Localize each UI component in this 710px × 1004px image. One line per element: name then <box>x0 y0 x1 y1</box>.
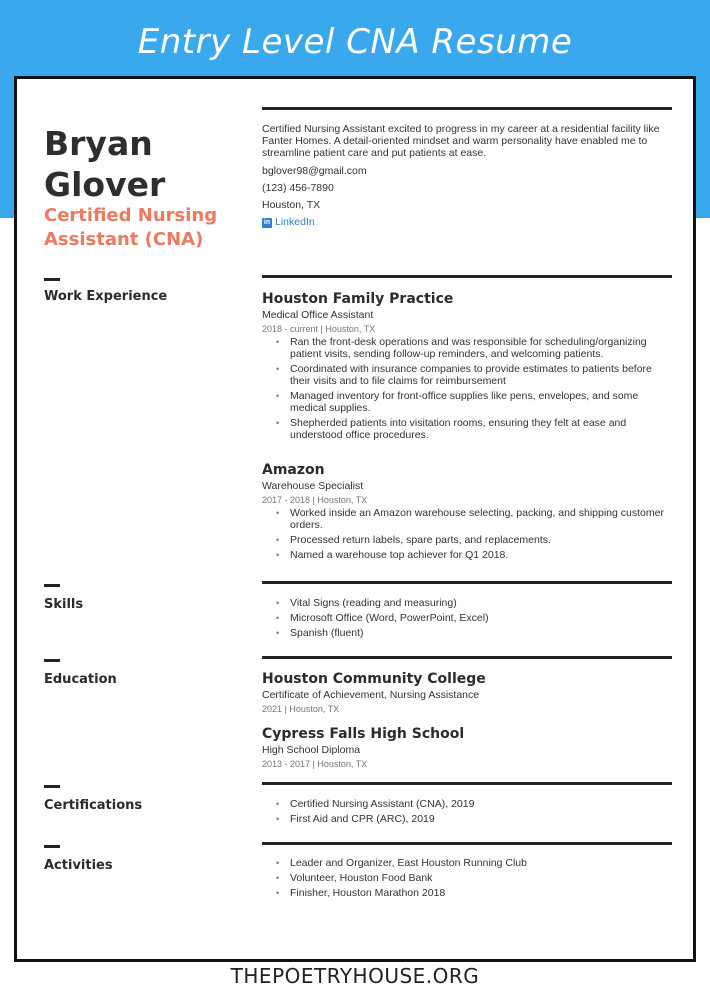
job-role: Warehouse Specialist <box>262 480 364 492</box>
job-role: Medical Office Assistant <box>262 309 374 321</box>
education-meta: 2013 - 2017 | Houston, TX <box>262 759 368 769</box>
skill-item: • Spanish (fluent) <box>276 627 674 639</box>
certifications-block <box>262 798 674 828</box>
job-bullet: • Worked inside an Amazon warehouse selecting, packing, and shipping customer orders. <box>276 507 674 531</box>
skills-block <box>262 597 674 642</box>
certifications-section-label: Certifications <box>44 798 143 813</box>
summary-text: Certified Nursing Assistant excited to progress in my career at a residential facility like Fanter Homes. A detail-oriented mindset and warm personality have enabled me to streamline patient care and put patients at ease. <box>262 123 660 159</box>
skill-item: • Vital Signs (reading and measuring) <box>276 597 674 609</box>
job-bullet: • Named a warehouse top achiever for Q1 2018. <box>276 549 674 561</box>
skills-list <box>276 597 674 639</box>
skill-item: • Microsoft Office (Word, PowerPoint, Excel) <box>276 612 674 624</box>
work-section-tick <box>44 278 60 281</box>
job-bullets <box>276 507 674 561</box>
email-text: bglover98@gmail.com <box>262 165 367 177</box>
activities-list <box>276 857 674 899</box>
banner-title: Entry Level CNA Resume <box>137 22 573 62</box>
candidate-title <box>44 204 217 252</box>
activity-item: • Leader and Organizer, East Houston Running Club <box>276 857 674 869</box>
certification-item: • First Aid and CPR (ARC), 2019 <box>276 813 674 825</box>
employer-name: Amazon <box>262 462 325 478</box>
school-name: Houston Community College <box>262 671 486 687</box>
employer-name: Houston Family Practice <box>262 291 454 307</box>
job-bullet: • Coordinated with insurance companies to provide estimates to patients before their visits and to file claims for reimbursement <box>276 363 674 387</box>
education-meta: 2021 | Houston, TX <box>262 704 340 714</box>
job-entry <box>262 461 674 564</box>
last-name: Glover <box>44 165 166 204</box>
job-bullet: • Shepherded patients into visitation rooms, ensuring they felt at ease and understood office procedures. <box>276 417 674 441</box>
job-meta: 2018 - current | Houston, TX <box>262 324 376 334</box>
education-section-tick <box>44 659 60 662</box>
degree-text: High School Diploma <box>262 744 361 756</box>
first-name: Bryan <box>44 124 153 163</box>
job-bullets <box>276 336 674 441</box>
job-bullet: • Ran the front-desk operations and was responsible for scheduling/organizing patient visits, sending follow-up reminders, and welcoming patients. <box>276 336 674 360</box>
activity-item: • Volunteer, Houston Food Bank <box>276 872 674 884</box>
work-section-label: Work Experience <box>44 289 168 304</box>
title-line-2: Assistant (CNA) <box>44 229 204 250</box>
school-name: Cypress Falls High School <box>262 726 465 742</box>
activities-section-tick <box>44 845 60 848</box>
certifications-list <box>276 798 674 825</box>
education-rule <box>262 656 672 659</box>
education-section-label: Education <box>44 672 117 687</box>
skills-rule <box>262 581 672 584</box>
job-bullet: • Processed return labels, spare parts, and replacements. <box>276 534 674 546</box>
job-meta: 2017 - 2018 | Houston, TX <box>262 495 368 505</box>
activity-item: • Finisher, Houston Marathon 2018 <box>276 887 674 899</box>
phone-text: (123) 456-7890 <box>262 182 334 194</box>
certifications-section-tick <box>44 785 60 788</box>
title-line-1: Certified Nursing <box>44 205 218 226</box>
activities-rule <box>262 842 672 845</box>
resume-page <box>14 76 696 962</box>
job-entry <box>262 290 674 444</box>
linkedin-label: LinkedIn <box>275 216 315 228</box>
location-text: Houston, TX <box>262 199 321 211</box>
job-bullet: • Managed inventory for front-office supplies like pens, envelopes, and some medical supplies. <box>276 390 674 414</box>
activities-block <box>262 857 674 902</box>
certification-item: • Certified Nursing Assistant (CNA), 2019 <box>276 798 674 810</box>
education-entry <box>262 725 674 771</box>
activities-section-label: Activities <box>44 858 113 873</box>
header-rule <box>262 107 672 110</box>
work-rule <box>262 275 672 278</box>
education-entry <box>262 670 674 716</box>
skills-section-tick <box>44 584 60 587</box>
degree-text: Certificate of Achievement, Nursing Assistance <box>262 689 480 701</box>
linkedin-link[interactable] <box>262 214 674 231</box>
candidate-name <box>44 123 165 205</box>
certifications-rule <box>262 782 672 785</box>
footer-site[interactable]: THEPOETRYHOUSE.ORG <box>230 964 480 988</box>
linkedin-icon: in <box>263 218 271 226</box>
skills-section-label: Skills <box>44 597 84 612</box>
contact-block <box>262 123 674 231</box>
